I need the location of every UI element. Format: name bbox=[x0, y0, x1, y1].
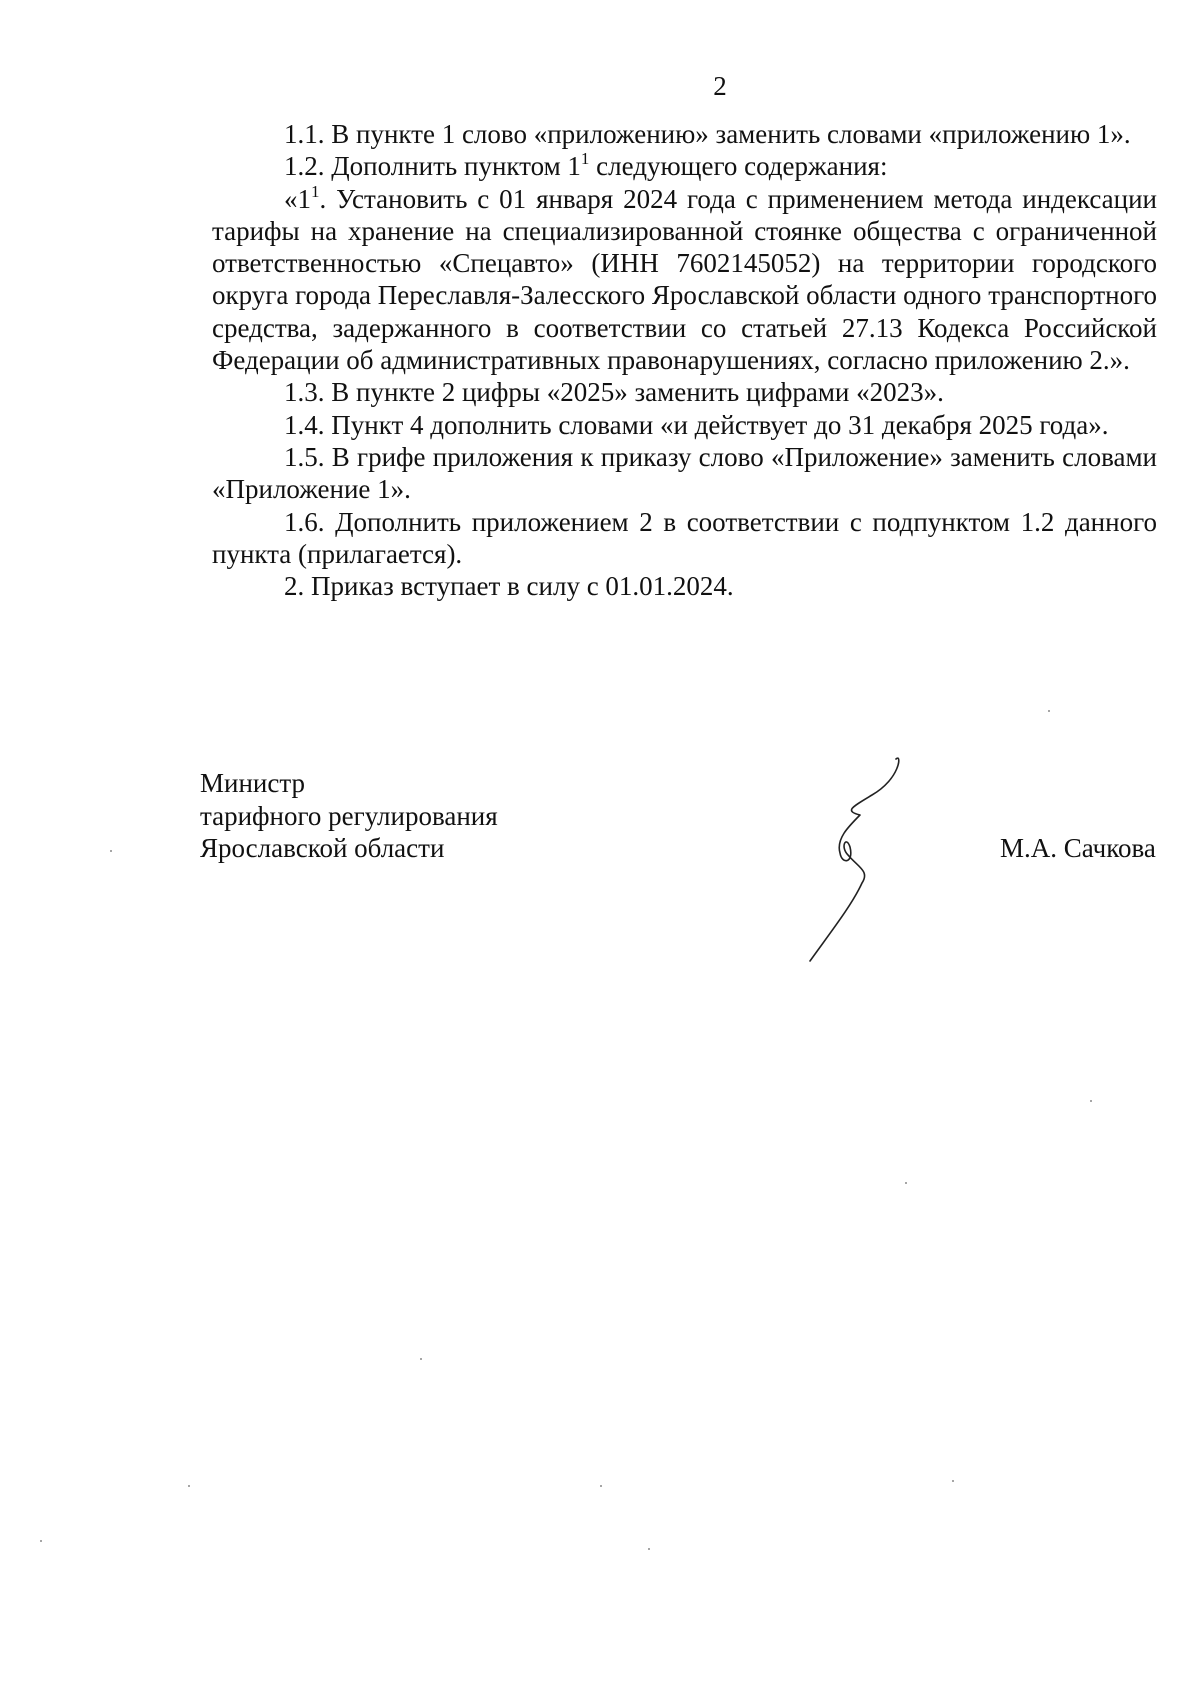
scan-speck bbox=[1048, 710, 1050, 712]
scan-speck bbox=[600, 1485, 602, 1487]
position-line-2: тарифного регулирования bbox=[200, 800, 498, 831]
scan-speck bbox=[40, 1540, 42, 1542]
scan-speck bbox=[420, 1358, 422, 1360]
position-line-3: Ярославской области bbox=[200, 833, 445, 863]
paragraph-1-2-tail: следующего содержания: bbox=[589, 151, 888, 182]
paragraph-1-6: 1.6. Дополнить приложением 2 в соответствии с подпунктом 1.2 данного пункта (прилагается). bbox=[212, 506, 1157, 569]
paragraph-1-2-quote bbox=[212, 183, 1157, 377]
signatory-position bbox=[200, 767, 498, 865]
document-body bbox=[212, 118, 1157, 602]
paragraph-1-2-quote-superscript: 1 bbox=[311, 181, 320, 201]
signer-name: М.А. Сачкова bbox=[1000, 833, 1156, 863]
handwritten-signature bbox=[800, 755, 920, 965]
paragraph-1-1: 1.1. В пункте 1 слово «приложению» заменить словами «приложению 1». bbox=[284, 119, 1131, 149]
page-number: 2 bbox=[713, 71, 727, 101]
scan-speck bbox=[952, 1480, 954, 1482]
paragraph-1-3: 1.3. В пункте 2 цифры «2025» заменить цифрами «2023». bbox=[284, 377, 944, 408]
scan-speck bbox=[648, 1548, 650, 1550]
paragraph-1-5: 1.5. В грифе приложения к приказу слово «Приложение» заменить словами «Приложение 1». bbox=[212, 441, 1157, 505]
position-line-1: Министр bbox=[200, 768, 305, 798]
paragraph-1-2-lead: 1.2. Дополнить пунктом 1 bbox=[284, 151, 581, 182]
scan-speck bbox=[188, 1485, 190, 1487]
paragraph-1-2 bbox=[212, 150, 1157, 182]
paragraph-1-2-superscript: 1 bbox=[580, 149, 590, 169]
scan-speck bbox=[1090, 1100, 1092, 1102]
paragraph-2: 2. Приказ вступает в силу с 01.01.2024. bbox=[284, 571, 734, 602]
paragraph-1-2-quote-lead: «1 bbox=[284, 183, 311, 214]
paragraph-1-4: 1.4. Пункт 4 дополнить словами «и действует до 31 декабря 2025 года». bbox=[284, 409, 1109, 440]
scan-speck bbox=[110, 850, 112, 852]
signature-stroke bbox=[810, 758, 899, 961]
scan-speck bbox=[905, 1182, 907, 1184]
paragraph-1-2-quote-body: . Установить с 01 января 2024 года с применением метода индексации тарифы на хранение на специализированной стоянке общества с ограниченной ответственностью «Спецавто» (ИНН 7602145052) на территории городского округа города Переславля-Залесского Ярославской области одного транспортного средства, задержанного в соответствии со статьей 27.13 Кодекса Российской Федерации об административных правонарушениях, согласно приложению 2.». bbox=[212, 183, 1157, 376]
